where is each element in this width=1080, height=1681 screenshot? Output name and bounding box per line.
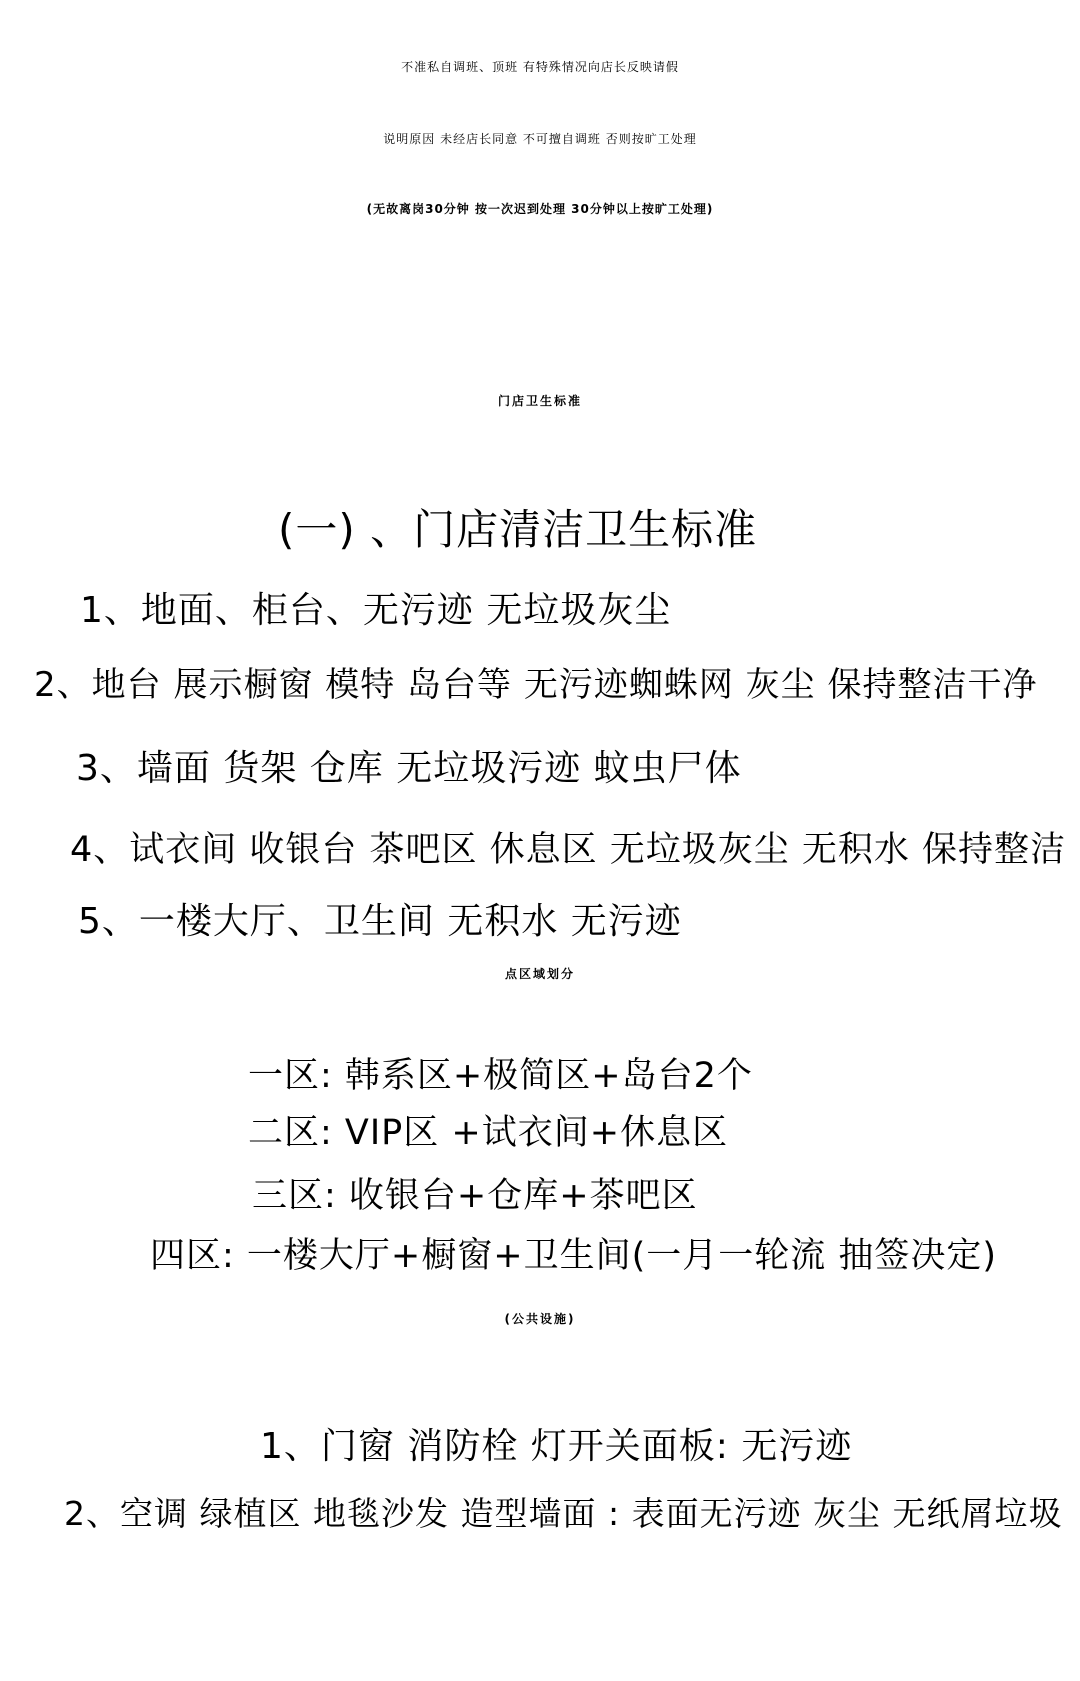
zone-3: 三区: 收银台+仓库+茶吧区 — [252, 1176, 698, 1216]
hygiene-title: 门店卫生标准 — [497, 394, 582, 408]
rule-note: (无故离岗30分钟 按一次迟到处理 30分钟以上按旷工处理) — [366, 202, 714, 216]
facilities-title: (公共设施) — [504, 1312, 576, 1326]
facilities-item-2: 2、空调 绿植区 地毯沙发 造型墙面 : 表面无污迹 灰尘 无纸屑垃圾 — [64, 1494, 1063, 1533]
zone-1: 一区: 韩系区+极简区+岛台2个 — [248, 1056, 753, 1096]
hygiene-item-1: 1、地面、柜台、无污迹 无垃圾灰尘 — [80, 590, 672, 631]
hygiene-item-5: 5、一楼大厅、卫生间 无积水 无污迹 — [78, 901, 682, 942]
rule-line-2: 说明原因 未经店长同意 不可擅自调班 否则按旷工处理 — [383, 132, 697, 146]
hygiene-subtitle: (一) 、门店清洁卫生标准 — [278, 505, 758, 554]
rule-line-1: 不准私自调班、顶班 有特殊情况向店长反映请假 — [401, 60, 679, 74]
hygiene-item-2: 2、地台 展示橱窗 模特 岛台等 无污迹蜘蛛网 灰尘 保持整洁干净 — [34, 665, 1038, 705]
zone-2: 二区: VIP区 +试衣间+休息区 — [248, 1113, 729, 1153]
hygiene-item-4: 4、试衣间 收银台 茶吧区 休息区 无垃圾灰尘 无积水 保持整洁 — [70, 830, 1067, 870]
zones-title: 点区域划分 — [504, 967, 575, 981]
hygiene-item-3: 3、墙面 货架 仓库 无垃圾污迹 蚊虫尸体 — [76, 748, 742, 789]
zone-4: 四区: 一楼大厅+橱窗+卫生间(一月一轮流 抽签决定) — [150, 1236, 998, 1276]
facilities-item-1: 1、门窗 消防栓 灯开关面板: 无污迹 — [260, 1426, 853, 1467]
